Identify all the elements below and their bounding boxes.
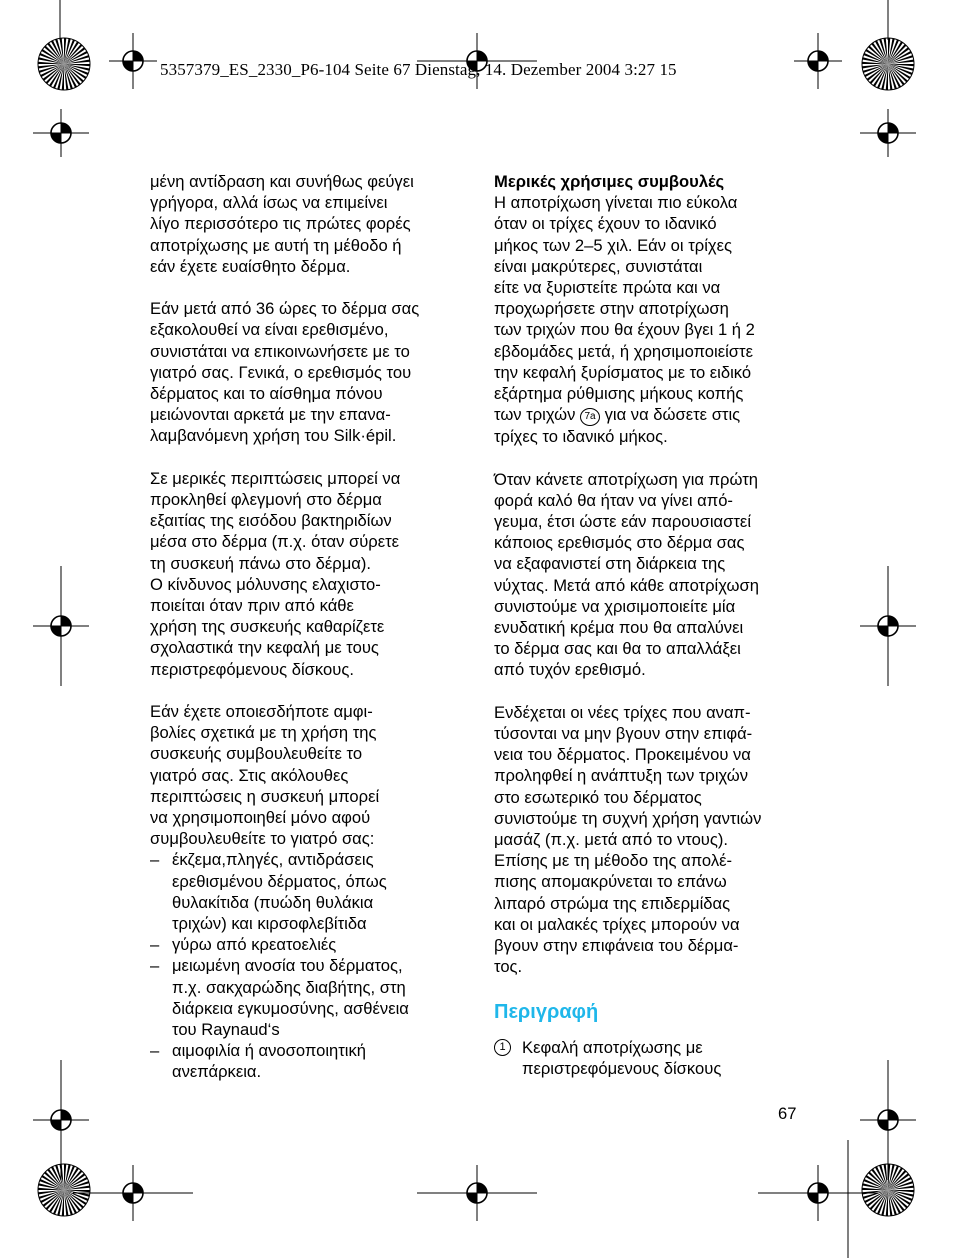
description-item: 1 Κεφαλή αποτρίχωσης με περιστρεφόμενους δίσκους bbox=[494, 1037, 814, 1079]
contraindication-list bbox=[150, 849, 470, 1082]
section-heading: Περιγραφή bbox=[494, 1000, 599, 1023]
paragraph: Όταν κάνετε αποτρίχωση για πρώτη φορά καλό θα ήταν να γίνει από- γευμα, έτσι ώστε εάν παρουσιαστεί κάποιος ερεθισμός στο δέρμα σας να εξαφανιστεί στη διάρκεια της νύχτας. Μετά από κάθε αποτρίχωση συνιστούμε να χρισιμοποιείτε μία ενυδατική κρέμα που θα απαλύνει το δέρμα σας και θα το απαλλάξει από τυχόν ερεθισμό. bbox=[494, 469, 759, 680]
dash-bullet: – bbox=[150, 850, 160, 870]
running-header: 5357379_ES_2330_P6-104 Seite 67 Dienstag, 14. Dezember 2004 3:27 15 bbox=[160, 60, 677, 79]
page-number: 67 bbox=[778, 1104, 797, 1123]
list-item: – γύρω από κρεατοελιές bbox=[150, 935, 337, 955]
left-column bbox=[150, 171, 470, 1104]
paragraph: Ενδέχεται οι νέες τρίχες που αναπ- τύσονται να μην βγουν στην επιφά- νεια του δέρματος. Προκειμένου να προληφθεί η ανάπτυξη των τριχών στο εσωτερικό του δέρματος συνιστούμε τη συχνή χρήση γαντιών μασάζ (π.χ. μετά από το ντους). Επίσης με τη μέθοδο της απολέ- πισης απομακρύνεται το επάνω λιπαρό στρώμα της επιδερμίδας και οι μαλακές τρίχες μπορούν να βγουν στην επιφάνεια του δέρμα- τος. bbox=[494, 702, 762, 977]
dash-bullet: – bbox=[150, 1041, 160, 1061]
list-item: – έκζεμα,πληγές, αντιδράσεις ερεθισμένου δέρματος, όπως θυλακίτιδα (πυώδη θυλάκια τριχών) και κιρσοφλεβίτιδα bbox=[150, 850, 387, 934]
dash-bullet: – bbox=[150, 956, 160, 976]
paragraph: Εάν έχετε οποιεσδήποτε αμφι- βολίες σχετικά με τη χρήση της συσκευής συμβουλευθείτε το γιατρό σας. Στις ακόλουθες περιπτώσεις η συσκευή μπορεί να χρησιμοποιηθεί μόνο αφού συμβουλευθείτε το γιατρό σας: bbox=[150, 702, 380, 849]
list-item: – αιμοφιλία ή ανοσοποιητική ανεπάρκεια. bbox=[150, 1041, 367, 1082]
item-number-badge: 1 bbox=[494, 1039, 511, 1056]
paragraph: Σε μερικές περιπτώσεις μπορεί να προκληθεί φλεγμονή στο δέρμα εξαιτίας της εισόδου βακτηριδίων μέσα στο δέρμα (π.χ. όταν σύρετε τη συσκευή πάνω στο δέρμα). Ο κίνδυνος μόλυνσης ελαχιστο- ποιείται όταν πριν από κάθε χρήση της συσκευής καθαρίζετε σχολαστικά την κεφαλή με τους περιστρεφόμενους δίσκους. bbox=[150, 468, 401, 679]
tips-paragraph: Μερικές χρήσιμες συμβουλές Η αποτρίχωση γίνεται πιο εύκολα όταν οι τρίχες έχουν το ιδανικό μήκος των 2–5 χιλ. Εάν οι τρίχες είναι μακρύτερες, συνιστάται είτε να ξυριστείτε πρώτα και να προχωρήσετε στην αποτρίχωση των τριχών που θα έχουν βγει 1 ή 2 εβδομάδες μετά, ή χρησιμοποιείστε την κεφαλή ξυρίσματος με το ειδικό εξάρτημα ρύθμισης μήκους κοπής των τριχών 7a για να δώσετε στις τρίχες το ιδανικό μήκος. bbox=[494, 171, 814, 447]
paragraph: μένη αντίδραση και συνήθως φεύγει γρήγορα, αλλά ίσως να επιμείνει λίγο περισσότερο τις πρώτες φορές αποτρίχωσης με αυτή τη μέθοδο ή εάν έχετε ευαίσθητο δέρμα. bbox=[150, 172, 414, 276]
dash-bullet: – bbox=[150, 935, 160, 955]
tips-heading: Μερικές χρήσιμες συμβουλές bbox=[494, 172, 725, 191]
list-item: – μειωμένη ανοσία του δέρματος, π.χ. σακχαρώδης διαβήτης, στη διάρκεια εγκυμοσύνης, ασθένεια του Raynaud‘s bbox=[150, 956, 409, 1040]
paragraph: Εάν μετά από 36 ώρες το δέρμα σας εξακολουθεί να είναι ερεθισμένο, συνιστάται να επικοινωνήσετε με το γιατρό σας. Γενικά, ο ερεθισμός του δέρματος και το αίσθημα πόνου μειώνονται αρκετά με την επανα- λαμβανόμενη χρήση του Silk·épil. bbox=[150, 299, 420, 446]
right-column bbox=[494, 171, 814, 1079]
part-reference-badge: 7a bbox=[580, 408, 600, 426]
